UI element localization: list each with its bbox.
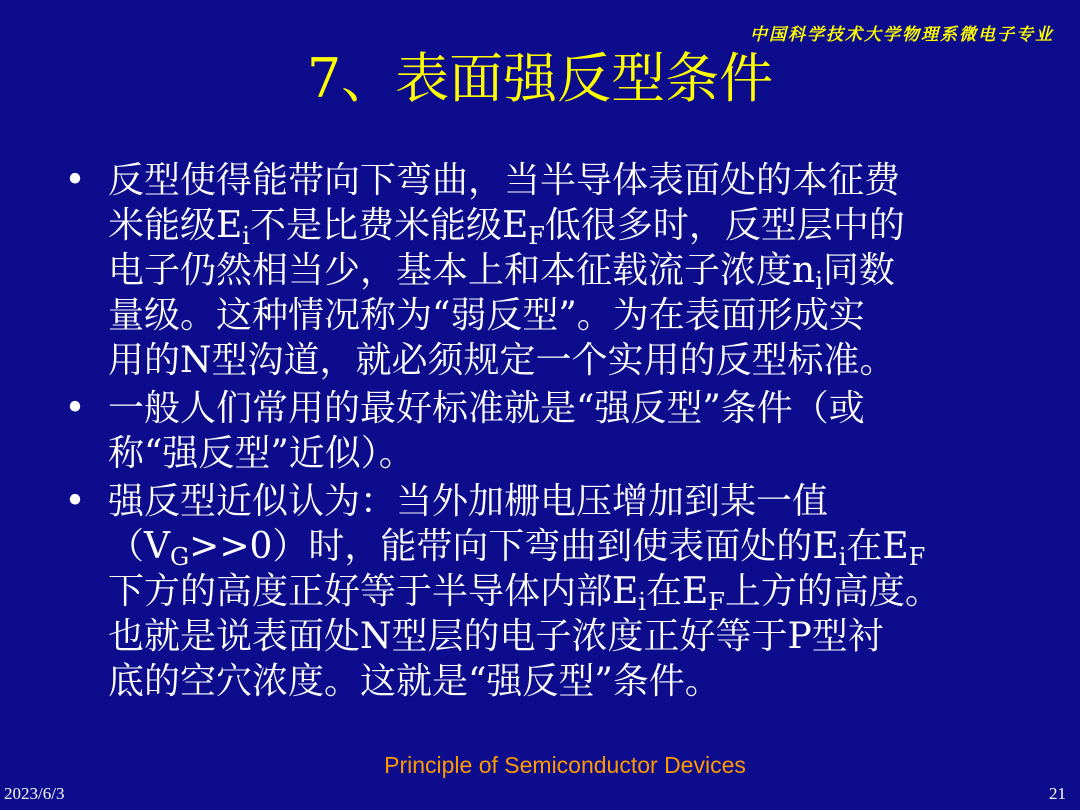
institution-label: 中国科学技术大学物理系微电子专业 [750,25,1054,45]
subscript: i [838,543,847,571]
subscript: F [908,543,926,571]
bullet-text-line [108,248,1040,293]
text-run: 电子仍然相当少，基本上和本征载流子浓度n [108,250,816,291]
text-run: 在E [846,526,909,567]
bullet-marker: • [64,160,86,201]
bullet-text-line [108,386,1040,431]
text-run: 在E [645,571,709,612]
subscript: i [242,222,250,250]
text-run: 上方的高度。 [724,571,941,612]
bullet-item [60,158,1040,383]
text-run: 一般人们常用的最好标准就是“强反型”条件（或 [108,388,865,429]
text-run: 反型使得能带向下弯曲，当半导体表面处的本征费 [108,160,901,201]
bullet-text-line [108,293,1040,338]
text-run: 底的空穴浓度。这就是“强反型”条件。 [108,661,721,702]
bullet-list [60,158,1040,707]
text-run: 用的N型沟道，就必须规定一个实用的反型标准。 [108,340,896,381]
bullet-item [60,386,1040,476]
slide-title: 7、表面强反型条件 [306,47,774,110]
bullet-text-line [108,569,1040,614]
text-run: 称“强反型”近似）。 [108,433,415,474]
text-run: 下方的高度正好等于半导体内部E [108,571,639,612]
bullet-item [60,479,1040,704]
text-run: 同数 [822,250,895,291]
bullet-text-line [108,431,1040,476]
bullet-text-line [108,524,1040,569]
subscript: F [528,222,545,250]
page-number: 21 [1049,784,1066,803]
text-run: 米能级E [108,205,243,246]
text-run: 量级。这种情况称为“弱反型”。为在表面形成实 [108,295,865,336]
subscript: i [815,267,823,295]
text-run: 不是比费米能级E [249,205,529,246]
bullet-marker: • [64,388,86,429]
bullet-text-line [108,614,1040,659]
bullet-text-line [108,338,1040,383]
subscript: G [170,543,190,571]
bullet-text-line [108,158,1040,203]
course-name: Principle of Semiconductor Devices [384,752,746,778]
bullet-text-line [108,203,1040,248]
text-run: 强反型近似认为：当外加栅电压增加到某一值 [108,481,829,522]
text-run: （V [108,526,170,567]
bullet-text-line [108,479,1040,524]
text-run: 也就是说表面处N型层的电子浓度正好等于P型衬 [108,616,884,657]
text-run: >>0）时，能带向下弯曲到使表面处的E [189,526,839,567]
bullet-marker: • [64,481,86,522]
slide-date: 2023/6/3 [4,784,65,803]
subscript: F [708,588,725,616]
subscript: i [638,588,646,616]
text-run: 低很多时，反型层中的 [544,205,905,246]
bullet-text-line [108,659,1040,704]
